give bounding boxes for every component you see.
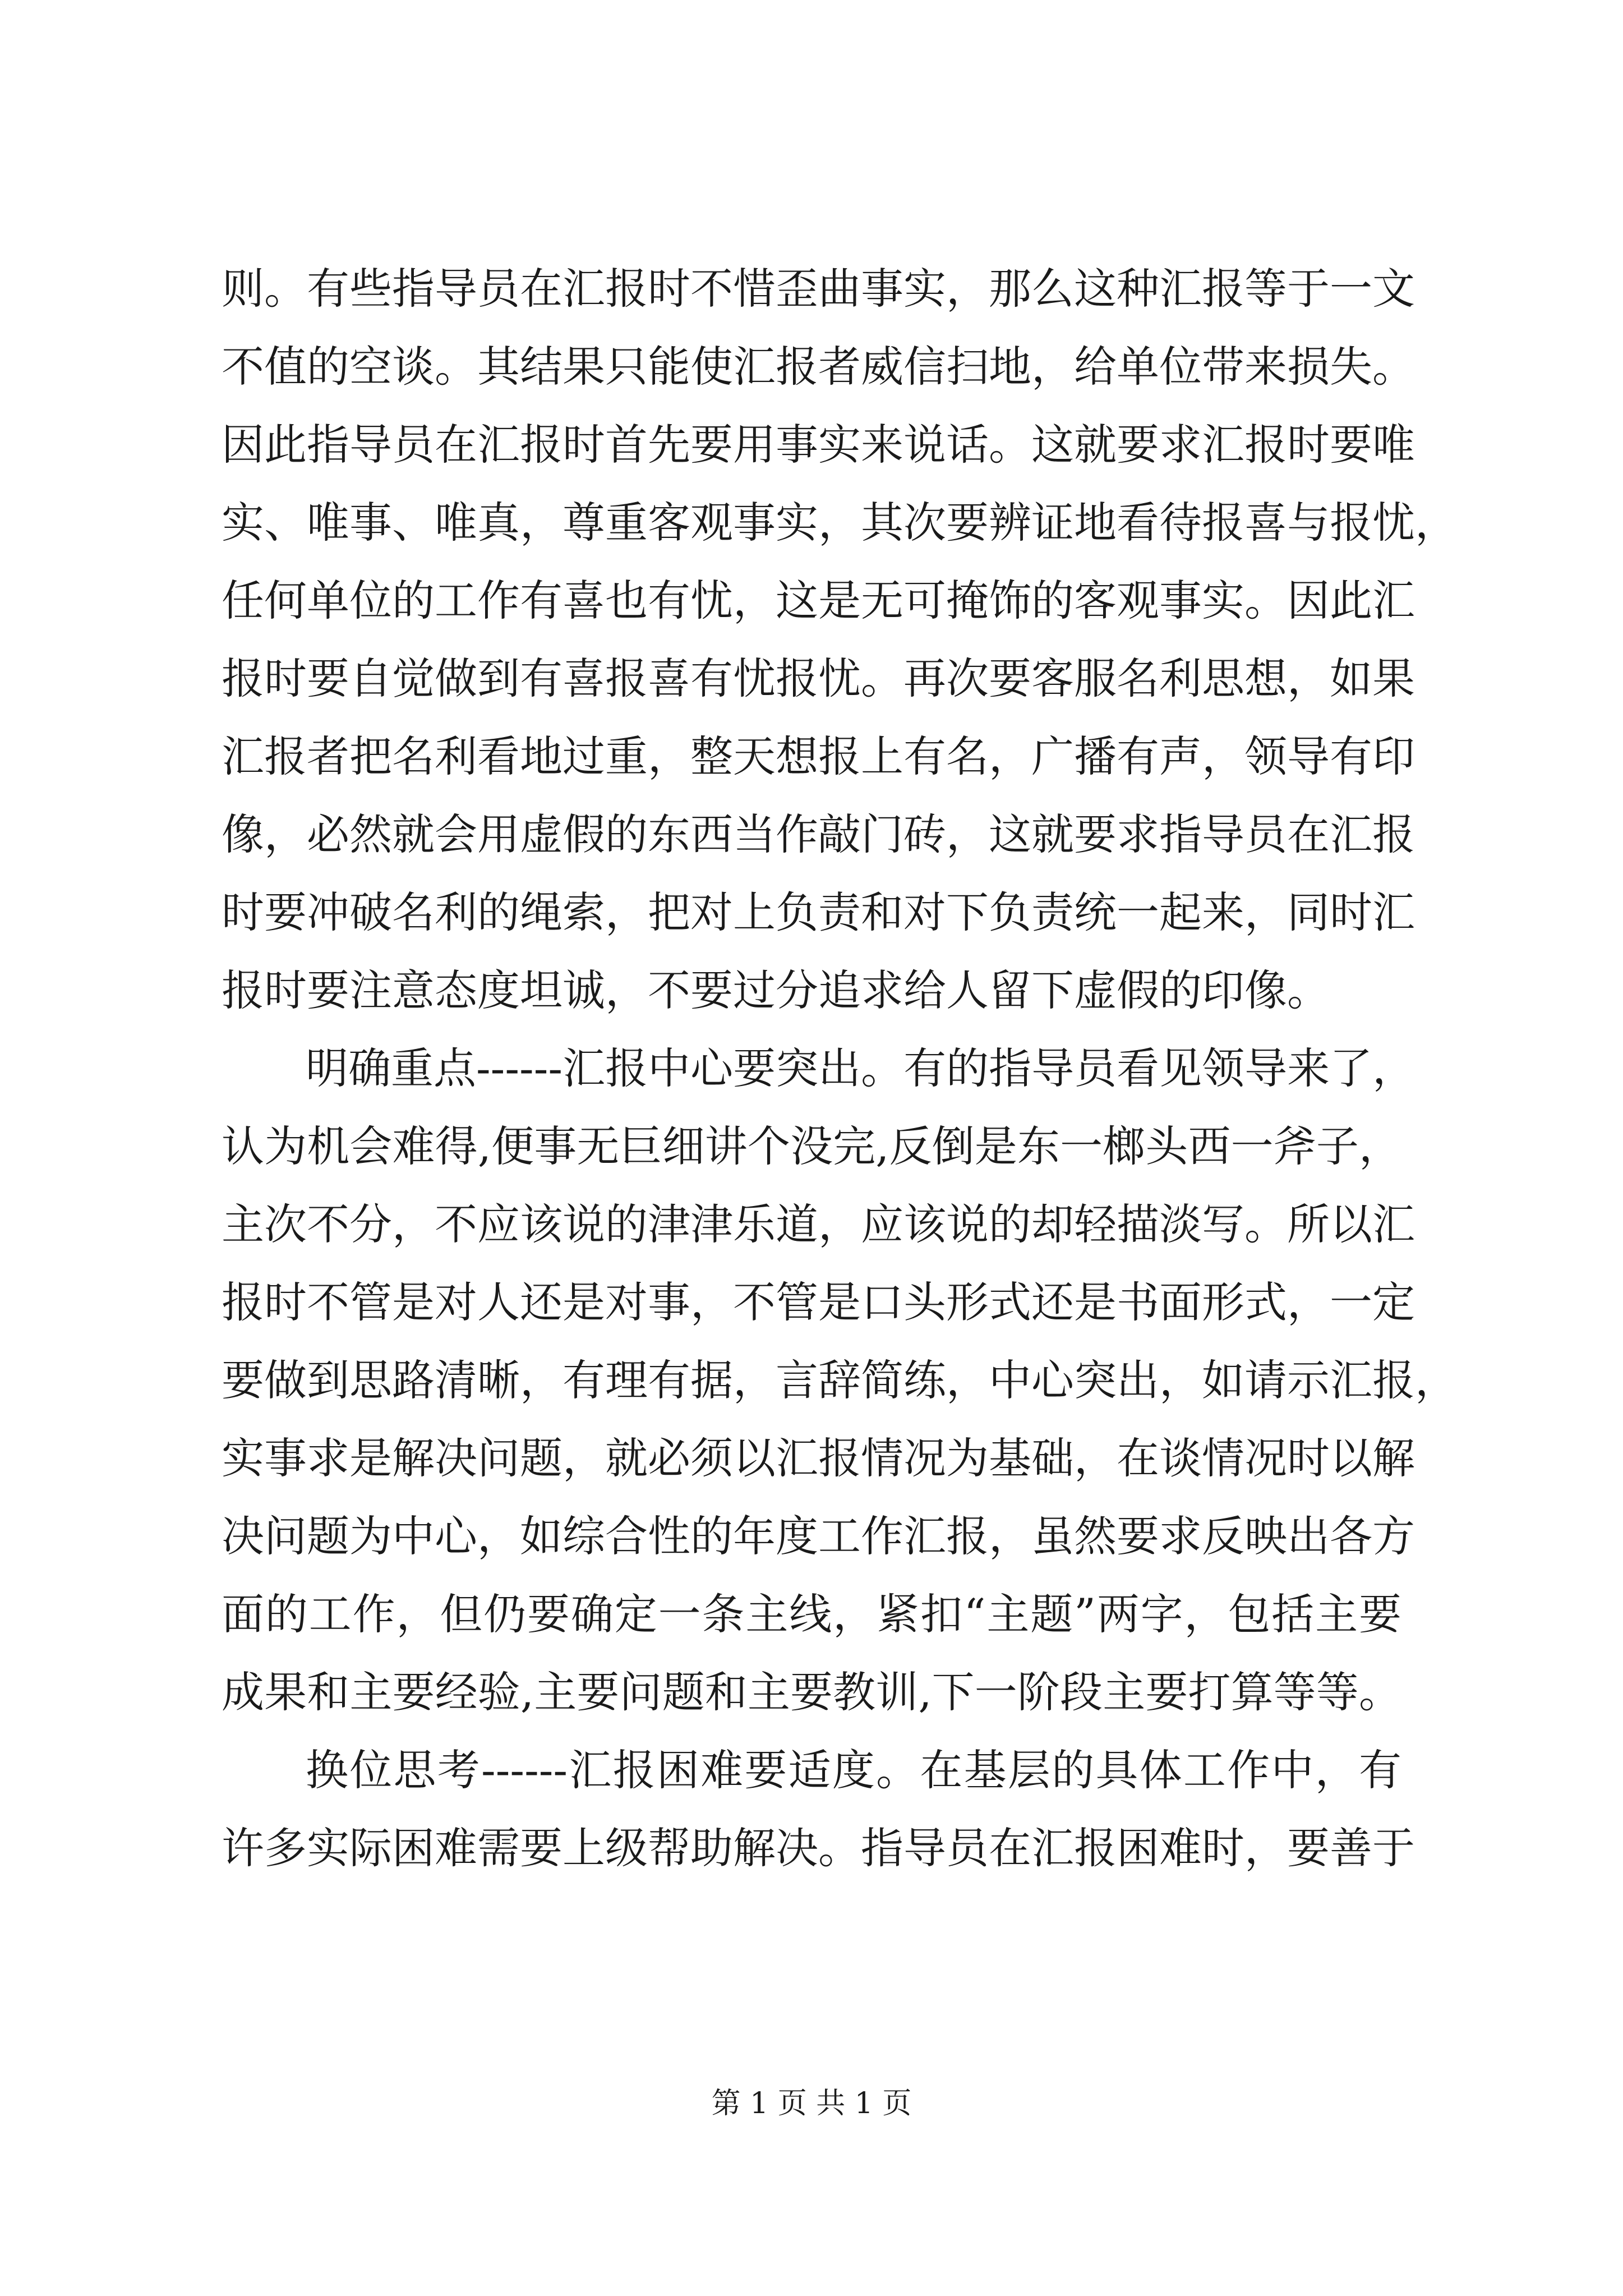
text-line: 实、唯事、唯真，尊重客观事实，其次要辨证地看待报喜与报忧， [222, 498, 1458, 547]
text-line: 主次不分，不应该说的津津乐道，应该说的却轻描淡写。所以汇 [222, 1199, 1415, 1249]
text-line: 要做到思路清晰，有理有据，言辞简练，中心突出，如请示汇报， [222, 1355, 1458, 1405]
text-line: 明确重点------汇报中心要突出。有的指导员看见领导来了， [306, 1043, 1415, 1093]
text-line: 因此指导员在汇报时首先要用事实来说话。这就要求汇报时要唯 [222, 420, 1415, 470]
text-line: 报时要注意态度坦诚，不要过分追求给人留下虚假的印像。 [222, 965, 1330, 1015]
text-line: 则。有些指导员在汇报时不惜歪曲事实，那么这种汇报等于一文 [222, 264, 1415, 314]
text-line: 像，必然就会用虚假的东西当作敲门砖，这就要求指导员在汇报 [222, 809, 1415, 859]
text-line: 成果和主要经验,主要问题和主要教训,下一阶段主要打算等等。 [222, 1667, 1401, 1717]
text-line: 时要冲破名利的绳索，把对上负责和对下负责统一起来，同时汇 [222, 887, 1415, 937]
text-line: 报时不管是对人还是对事，不管是口头形式还是书面形式，一定 [222, 1277, 1415, 1327]
text-line: 面的工作，但仍要确定一条主线，紧扣“主题”两字，包括主要 [222, 1589, 1401, 1639]
text-line: 任何单位的工作有喜也有忧，这是无可掩饰的客观事实。因此汇 [222, 576, 1415, 625]
text-line: 实事求是解决问题，就必须以汇报情况为基础，在谈情况时以解 [222, 1433, 1415, 1483]
page-footer: 第 1 页 共 1 页 [711, 2087, 912, 2120]
text-line: 决问题为中心，如综合性的年度工作汇报，虽然要求反映出各方 [222, 1511, 1415, 1561]
text-line: 报时要自觉做到有喜报喜有忧报忧。再次要客服名利思想，如果 [222, 654, 1415, 703]
text-line: 认为机会难得,便事无巨细讲个没完,反倒是东一榔头西一斧子， [222, 1121, 1401, 1171]
text-line: 汇报者把名利看地过重，整天想报上有名，广播有声，领导有印 [222, 731, 1415, 781]
text-line: 许多实际困难需要上级帮助解决。指导员在汇报困难时，要善于 [222, 1823, 1415, 1873]
text-line: 换位思考------汇报困难要适度。在基层的具体工作中，有 [306, 1745, 1401, 1795]
text-line: 不值的空谈。其结果只能使汇报者威信扫地，给单位带来损失。 [222, 342, 1415, 392]
